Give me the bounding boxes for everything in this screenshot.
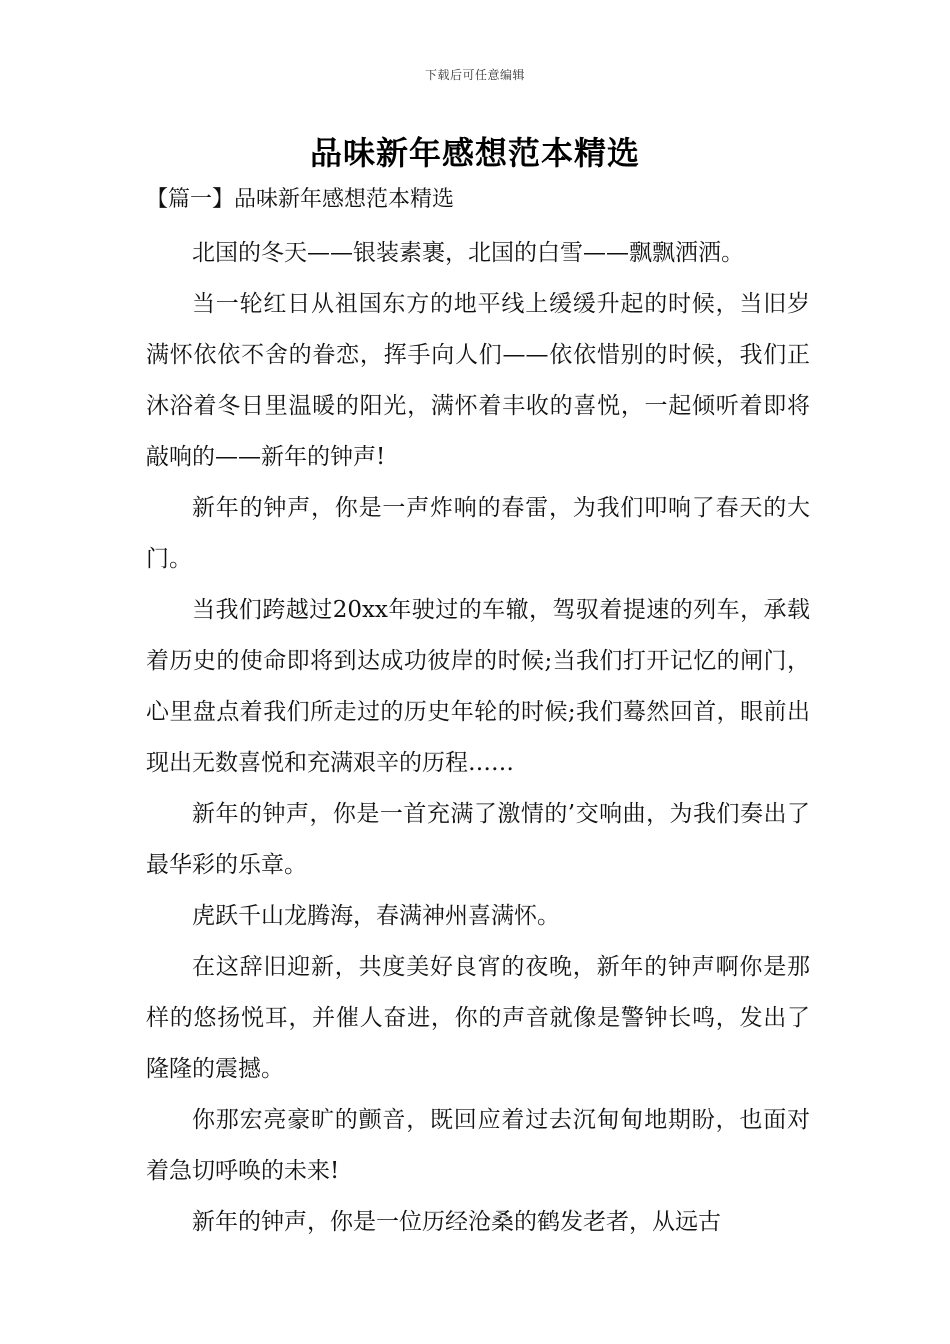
paragraph: 你那宏亮豪旷的颤音，既回应着过去沉甸甸地期盼，也面对着急切呼唤的未来! — [146, 1107, 810, 1184]
header-note: 下载后可任意编辑 — [424, 68, 525, 82]
paragraph: 当我们跨越过20xx年驶过的车辙，驾驭着提速的列车，承载着历史的使命即将到达成功彼岸的时候;当我们打开记忆的闸门，心里盘点着我们所走过的历史年轮的时候;我们蓦然回首，眼前出现出无数喜悦和充满艰辛的历程…… — [146, 597, 810, 776]
document-title: 品味新年感想范本精选 — [309, 134, 640, 172]
paragraph: 当一轮红日从祖国东方的地平线上缓缓升起的时候，当旧岁满怀依依不舍的眷恋，挥手向人们——依依惜别的时候，我们正沐浴着冬日里温暖的阳光，满怀着丰收的喜悦，一起倾听着即将敲响的——新年的钟声! — [146, 291, 810, 470]
paragraph: 新年的钟声，你是一声炸响的春雷，为我们叩响了春天的大门。 — [146, 495, 810, 572]
body-text — [146, 228, 810, 1248]
paragraph: 虎跃千山龙腾海，春满神州喜满怀。 — [192, 903, 560, 929]
paragraph: 新年的钟声，你是一位历经沧桑的鹤发老者，从远古 — [192, 1209, 721, 1235]
paragraph: 北国的冬天——银装素裹，北国的白雪——飘飘洒洒。 — [192, 240, 744, 266]
paragraph: 在这辞旧迎新，共度美好良宵的夜晚，新年的钟声啊你是那样的悠扬悦耳，并催人奋进，你的声音就像是警钟长鸣，发出了隆隆的震撼。 — [146, 954, 810, 1082]
paragraph: 新年的钟声，你是一首充满了激情的’交响曲，为我们奏出了最华彩的乐章。 — [146, 801, 810, 878]
section-heading: 【篇一】品味新年感想范本精选 — [146, 187, 455, 212]
